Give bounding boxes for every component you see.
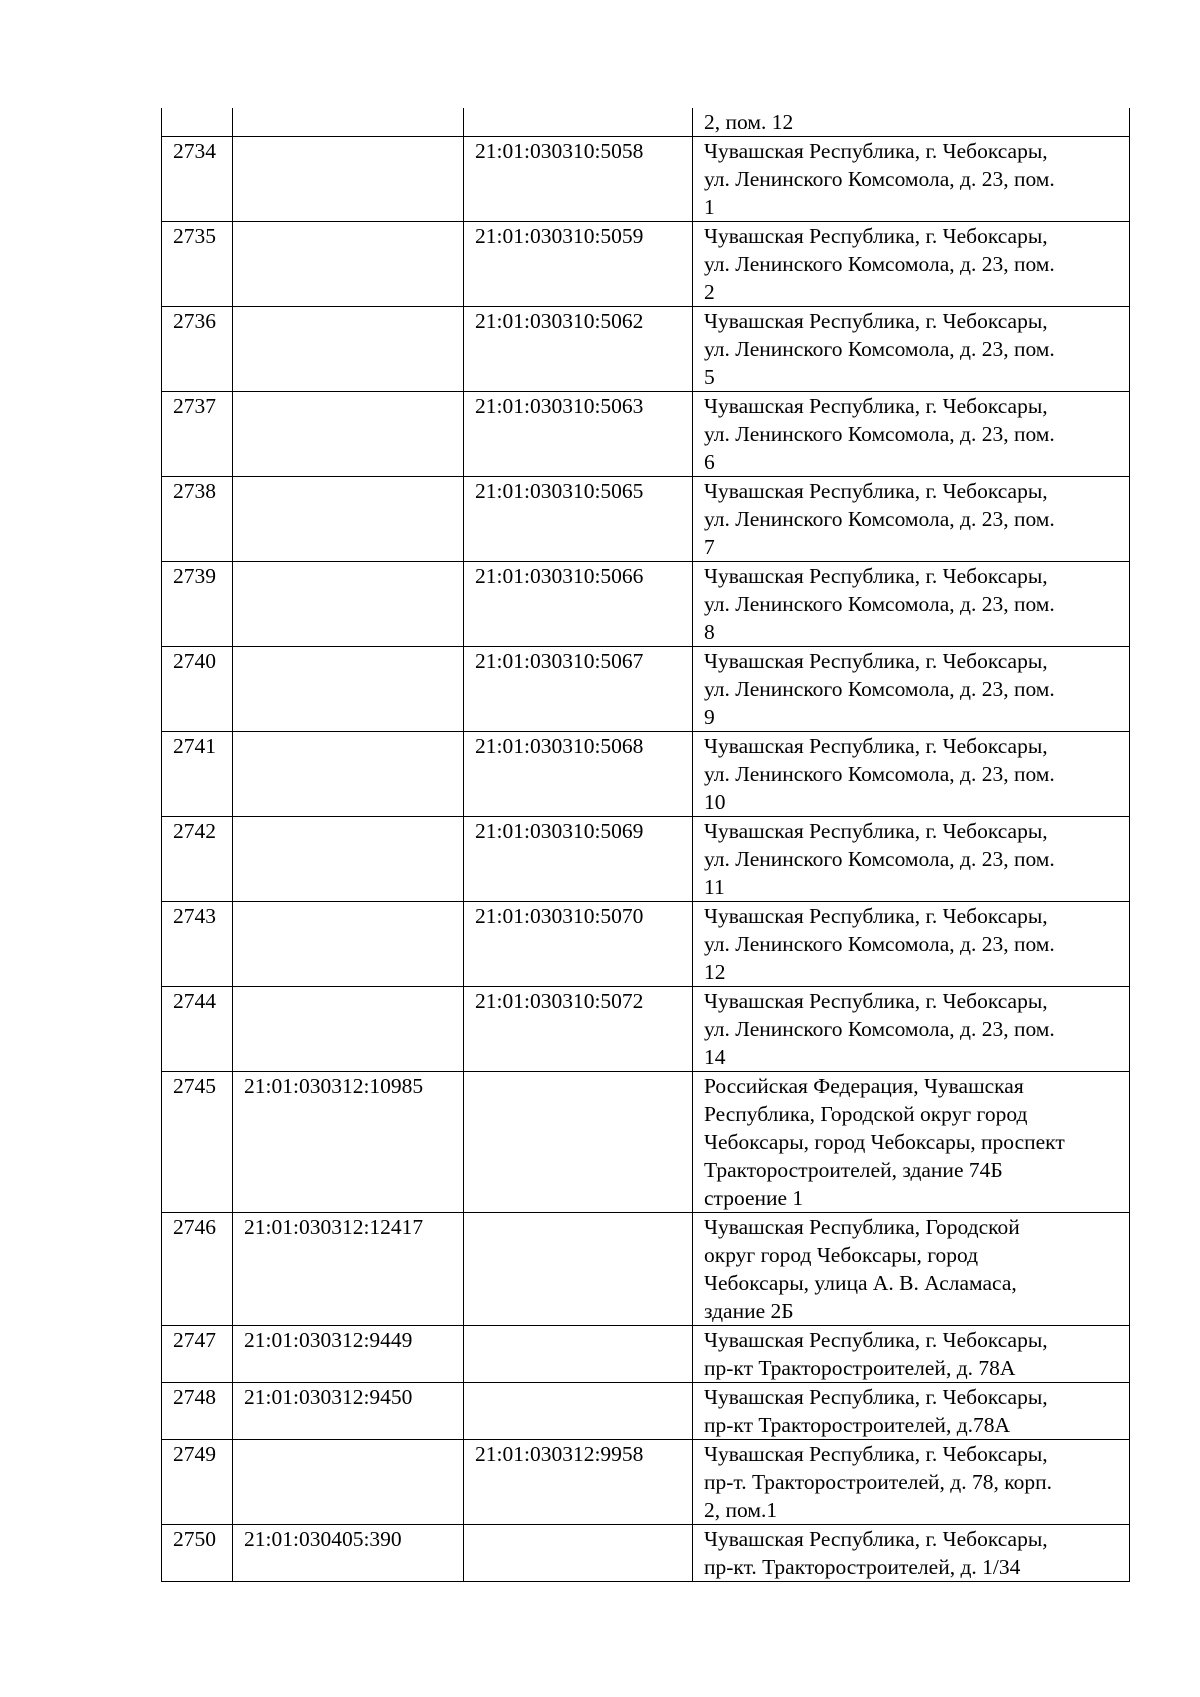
row-number-cell: 2737: [162, 392, 233, 477]
registry-table-body: [162, 108, 1130, 1582]
object-cadastral-cell: 21:01:030310:5059: [464, 222, 693, 307]
object-cadastral-cell: [464, 1525, 693, 1582]
table-row: [162, 1440, 1130, 1525]
table-row: [162, 307, 1130, 392]
row-number-cell: 2745: [162, 1072, 233, 1213]
land-cadastral-cell: [233, 732, 464, 817]
row-number-cell: 2747: [162, 1326, 233, 1383]
row-number-cell: 2748: [162, 1383, 233, 1440]
row-number-cell: 2743: [162, 902, 233, 987]
address-cell: 2, пом. 12: [693, 108, 1130, 137]
land-cadastral-cell: [233, 222, 464, 307]
address-cell: Чувашская Республика, г. Чебоксары, ул. Ленинского Комсомола, д. 23, пом. 2: [693, 222, 1130, 307]
address-cell: Чувашская Республика, г. Чебоксары, ул. Ленинского Комсомола, д. 23, пом. 1: [693, 137, 1130, 222]
address-cell: Чувашская Республика, г. Чебоксары, ул. Ленинского Комсомола, д. 23, пом. 14: [693, 987, 1130, 1072]
row-number-cell: 2734: [162, 137, 233, 222]
address-cell: Чувашская Республика, г. Чебоксары, пр-кт Тракторостроителей, д.78А: [693, 1383, 1130, 1440]
land-cadastral-cell: 21:01:030312:9450: [233, 1383, 464, 1440]
table-row: [162, 477, 1130, 562]
object-cadastral-cell: 21:01:030310:5070: [464, 902, 693, 987]
table-row: [162, 732, 1130, 817]
row-number-cell: 2746: [162, 1213, 233, 1326]
row-number-cell: 2741: [162, 732, 233, 817]
land-cadastral-cell: [233, 987, 464, 1072]
table-row: [162, 137, 1130, 222]
object-cadastral-cell: 21:01:030312:9958: [464, 1440, 693, 1525]
land-cadastral-cell: [233, 1440, 464, 1525]
table-row: [162, 1326, 1130, 1383]
table-row: [162, 1072, 1130, 1213]
row-number-cell: 2749: [162, 1440, 233, 1525]
land-cadastral-cell: [233, 108, 464, 137]
row-number-cell: 2738: [162, 477, 233, 562]
table-row: [162, 647, 1130, 732]
row-number-cell: 2750: [162, 1525, 233, 1582]
land-cadastral-cell: [233, 307, 464, 392]
object-cadastral-cell: 21:01:030310:5069: [464, 817, 693, 902]
table-row: [162, 222, 1130, 307]
address-cell: Чувашская Республика, г. Чебоксары, ул. Ленинского Комсомола, д. 23, пом. 7: [693, 477, 1130, 562]
row-number-cell: 2739: [162, 562, 233, 647]
land-cadastral-cell: [233, 137, 464, 222]
table-row: [162, 987, 1130, 1072]
object-cadastral-cell: 21:01:030310:5058: [464, 137, 693, 222]
address-cell: Чувашская Республика, г. Чебоксары, пр-кт. Тракторостроителей, д. 1/34: [693, 1525, 1130, 1582]
row-number-cell: 2735: [162, 222, 233, 307]
address-cell: Чувашская Республика, г. Чебоксары, пр-т. Тракторостроителей, д. 78, корп. 2, пом.1: [693, 1440, 1130, 1525]
land-cadastral-cell: [233, 817, 464, 902]
land-cadastral-cell: [233, 477, 464, 562]
address-cell: Чувашская Республика, г. Чебоксары, ул. Ленинского Комсомола, д. 23, пом. 8: [693, 562, 1130, 647]
row-number-cell: 2742: [162, 817, 233, 902]
table-row: [162, 1213, 1130, 1326]
land-cadastral-cell: [233, 647, 464, 732]
row-number-cell: 2740: [162, 647, 233, 732]
table-row: [162, 1525, 1130, 1582]
object-cadastral-cell: 21:01:030310:5066: [464, 562, 693, 647]
object-cadastral-cell: [464, 1213, 693, 1326]
row-number-cell: [162, 108, 233, 137]
object-cadastral-cell: [464, 1326, 693, 1383]
table-row: [162, 562, 1130, 647]
object-cadastral-cell: 21:01:030310:5062: [464, 307, 693, 392]
address-cell: Чувашская Республика, г. Чебоксары, ул. Ленинского Комсомола, д. 23, пом. 10: [693, 732, 1130, 817]
address-cell: Чувашская Республика, г. Чебоксары, ул. Ленинского Комсомола, д. 23, пом. 5: [693, 307, 1130, 392]
land-cadastral-cell: 21:01:030312:12417: [233, 1213, 464, 1326]
address-cell: Чувашская Республика, Городской округ город Чебоксары, город Чебоксары, улица А. В. Асламаса, здание 2Б: [693, 1213, 1130, 1326]
object-cadastral-cell: [464, 1383, 693, 1440]
table-row: [162, 108, 1130, 137]
address-cell: Чувашская Республика, г. Чебоксары, пр-кт Тракторостроителей, д. 78А: [693, 1326, 1130, 1383]
address-cell: Чувашская Республика, г. Чебоксары, ул. Ленинского Комсомола, д. 23, пом. 6: [693, 392, 1130, 477]
object-cadastral-cell: 21:01:030310:5063: [464, 392, 693, 477]
object-cadastral-cell: [464, 108, 693, 137]
table-row: [162, 817, 1130, 902]
object-cadastral-cell: 21:01:030310:5068: [464, 732, 693, 817]
object-cadastral-cell: 21:01:030310:5067: [464, 647, 693, 732]
object-cadastral-cell: 21:01:030310:5065: [464, 477, 693, 562]
land-cadastral-cell: [233, 562, 464, 647]
land-cadastral-cell: 21:01:030405:390: [233, 1525, 464, 1582]
table-row: [162, 1383, 1130, 1440]
land-cadastral-cell: [233, 902, 464, 987]
object-cadastral-cell: [464, 1072, 693, 1213]
registry-table: [161, 108, 1130, 1582]
address-cell: Чувашская Республика, г. Чебоксары, ул. Ленинского Комсомола, д. 23, пом. 12: [693, 902, 1130, 987]
address-cell: Чувашская Республика, г. Чебоксары, ул. Ленинского Комсомола, д. 23, пом. 11: [693, 817, 1130, 902]
table-row: [162, 902, 1130, 987]
land-cadastral-cell: 21:01:030312:10985: [233, 1072, 464, 1213]
row-number-cell: 2736: [162, 307, 233, 392]
land-cadastral-cell: 21:01:030312:9449: [233, 1326, 464, 1383]
object-cadastral-cell: 21:01:030310:5072: [464, 987, 693, 1072]
address-cell: Чувашская Республика, г. Чебоксары, ул. Ленинского Комсомола, д. 23, пом. 9: [693, 647, 1130, 732]
table-row: [162, 392, 1130, 477]
address-cell: Российская Федерация, Чувашская Республика, Городской округ город Чебоксары, город Чебоксары, проспект Тракторостроителей, здание 74Б строение 1: [693, 1072, 1130, 1213]
land-cadastral-cell: [233, 392, 464, 477]
row-number-cell: 2744: [162, 987, 233, 1072]
